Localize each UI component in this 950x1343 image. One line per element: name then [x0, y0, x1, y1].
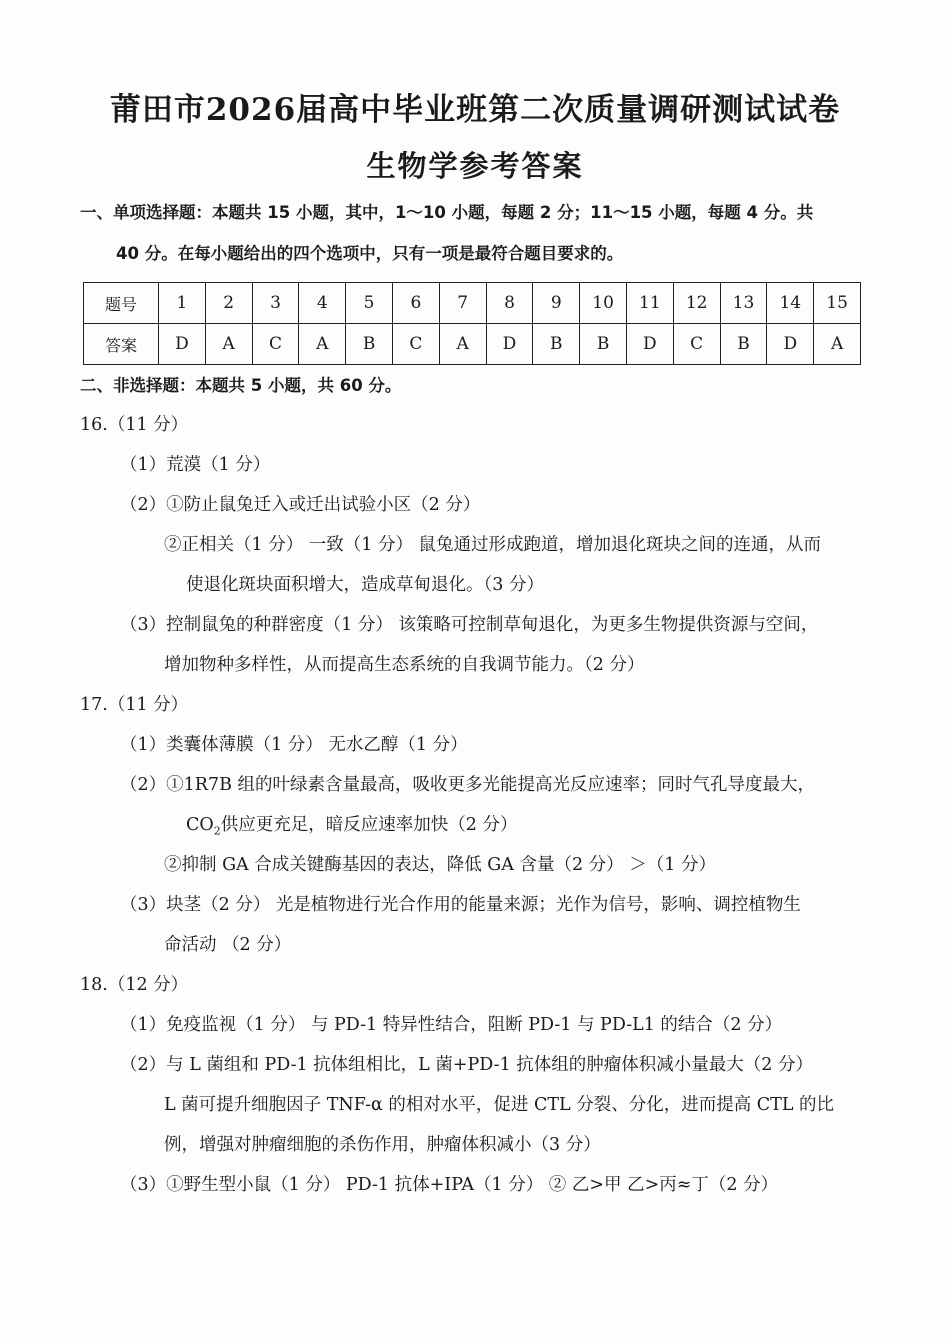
question-number-cell: 4	[299, 283, 346, 324]
answer-cell: C	[673, 324, 720, 365]
answer-cell: A	[439, 324, 486, 365]
answer-cell: C	[252, 324, 299, 365]
section1-instruction-line1: 一、单项选择题：本题共 15 小题，其中，1～10 小题，每题 2 分；11～15 小题，每题 4 分。共	[80, 203, 814, 222]
question-number-cell: 8	[486, 283, 533, 324]
answer-cell: A	[205, 324, 252, 365]
answer-cell: D	[767, 324, 814, 365]
q17-part2-line3: ②抑制 GA 合成关键酶基因的表达，降低 GA 含量（2 分） ＞（1 分）	[164, 855, 716, 875]
question-number-cell: 10	[580, 283, 627, 324]
question-number-cell: 14	[767, 283, 814, 324]
question-number-cell: 6	[392, 283, 439, 324]
q18-part2-line2: L 菌可提升细胞因子 TNF-α 的相对水平，促进 CTL 分裂、分化，进而提高 CTL 的比	[164, 1095, 834, 1115]
question-number-cell: 11	[626, 283, 673, 324]
row-label-answer: 答案	[84, 324, 159, 365]
q17-part3-line2: 命活动 （2 分）	[164, 935, 292, 955]
q17-part1: （1）类囊体薄膜（1 分） 无水乙醇（1 分）	[120, 735, 468, 755]
answer-cell: B	[533, 324, 580, 365]
q16-part1: （1）荒漠（1 分）	[120, 455, 271, 475]
question-number-cell: 3	[252, 283, 299, 324]
q16-part2-line1: （2）①防止鼠兔迁入或迁出试验小区（2 分）	[120, 495, 481, 515]
row-label-question-number: 题号	[84, 283, 159, 324]
q18-part3: （3）①野生型小鼠（1 分） PD-1 抗体+IPA（1 分） ② 乙>甲 乙>丙≈丁（2 分）	[120, 1175, 779, 1195]
answer-cell: A	[299, 324, 346, 365]
co2-text: CO	[186, 815, 214, 835]
question-number-cell: 13	[720, 283, 767, 324]
q17-part2-line2-rest: 供应更充足，暗反应速率加快（2 分）	[220, 815, 518, 835]
question-number-cell: 5	[346, 283, 393, 324]
answer-cell: D	[486, 324, 533, 365]
q18-part2-line3: 例，增强对肿瘤细胞的杀伤作用，肿瘤体积减小（3 分）	[164, 1135, 601, 1155]
q16-heading: 16.（11 分）	[80, 415, 189, 435]
q16-part3-line1: （3）控制鼠兔的种群密度（1 分） 该策略可控制草甸退化，为更多生物提供资源与空间，	[120, 615, 819, 635]
q17-part2-line1: （2）①1R7B 组的叶绿素含量最高，吸收更多光能提高光反应速率；同时气孔导度最大，	[120, 775, 815, 795]
q18-part1: （1）免疫监视（1 分） 与 PD-1 特异性结合，阻断 PD-1 与 PD-L1 的结合（2 分）	[120, 1015, 783, 1035]
question-number-cell: 15	[814, 283, 861, 324]
q18-heading: 18.（12 分）	[80, 975, 189, 995]
answer-cell: B	[720, 324, 767, 365]
q17-heading: 17.（11 分）	[80, 695, 189, 715]
section2-heading: 二、非选择题：本题共 5 小题，共 60 分。	[80, 376, 402, 395]
answer-cell: A	[814, 324, 861, 365]
section1-instruction-line2: 40 分。在每小题给出的四个选项中，只有一项是最符合题目要求的。	[116, 244, 624, 263]
page-title: 莆田市2026届高中毕业班第二次质量调研测试试卷	[109, 92, 841, 128]
question-number-cell: 7	[439, 283, 486, 324]
q18-part2-line1: （2）与 L 菌组和 PD-1 抗体组相比，L 菌+PD-1 抗体组的肿瘤体积减小量最大（2 分）	[120, 1055, 813, 1075]
answer-row	[84, 324, 861, 365]
answer-cell: D	[626, 324, 673, 365]
question-number-cell: 1	[159, 283, 206, 324]
answer-cell: B	[580, 324, 627, 365]
page-subtitle: 生物学参考答案	[366, 149, 584, 183]
q16-part3-line2: 增加物种多样性，从而提高生态系统的自我调节能力。（2 分）	[164, 655, 645, 675]
q17-part2-line2	[186, 813, 517, 844]
answer-cell: B	[346, 324, 393, 365]
question-number-cell: 12	[673, 283, 720, 324]
co2-subscript: 2	[213, 824, 221, 838]
question-number-cell: 2	[205, 283, 252, 324]
q16-part2-line2: ②正相关（1 分） 一致（1 分） 鼠兔通过形成跑道，增加退化斑块之间的连通，从而	[164, 535, 822, 555]
question-number-cell: 9	[533, 283, 580, 324]
q16-part2-line3: 使退化斑块面积增大，造成草甸退化。（3 分）	[186, 575, 544, 595]
answer-cell: C	[392, 324, 439, 365]
answer-table	[83, 282, 861, 365]
answer-cell: D	[159, 324, 206, 365]
question-number-row	[84, 283, 861, 324]
q17-part3-line1: （3）块茎（2 分） 光是植物进行光合作用的能量来源；光作为信号，影响、调控植物生	[120, 895, 801, 915]
